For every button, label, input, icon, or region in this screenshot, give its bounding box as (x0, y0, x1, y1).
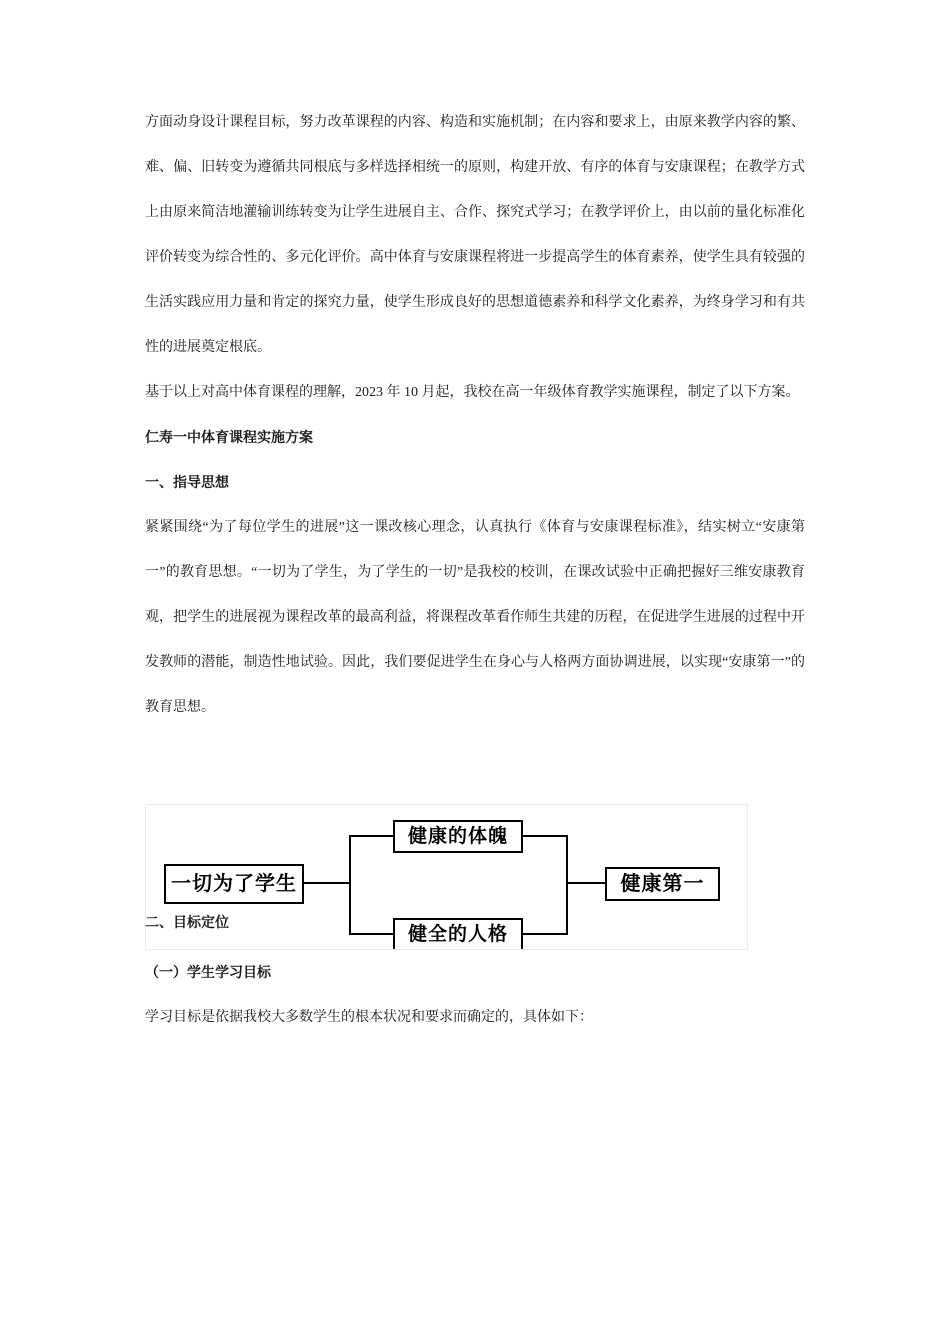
heading-student-learning-goals: （一）学生学习目标 (145, 964, 271, 980)
heading-section-goal-positioning: 二、目标定位 (145, 914, 229, 930)
diagram-connector-line (304, 882, 349, 884)
diagram-connector-line (523, 933, 566, 935)
diagram-connector-line (349, 835, 351, 935)
paragraph-learning-goals-intro: 学习目标是依据我校大多数学生的根本状况和要求而确定的，具体如下： (145, 1010, 593, 1025)
diagram-connector-line (351, 835, 393, 837)
diagram-box-sound-personality: 健全的人格 (393, 918, 523, 950)
diagram-box-healthy-body: 健康的体魄 (393, 820, 523, 853)
diagram-section (145, 804, 805, 950)
heading-section-guiding-ideology: 一、指导思想 (145, 474, 229, 490)
heading-plan-title: 仁寿一中体育课程实施方案 (145, 429, 313, 445)
paragraph-implementation-note: 基于以上对高中体育课程的理解，2023 年 10 月起，我校在高一年级体育教学实施课程，制定了以下方案。 (145, 385, 800, 400)
diagram-connector-line (523, 835, 566, 837)
diagram-box-all-for-students: 一切为了学生 (164, 864, 304, 904)
diagram-box-health-first: 健康第一 (605, 867, 720, 901)
paragraph-curriculum-reform: 方面动身设计课程目标，努力改革课程的内容、构造和实施机制；在内容和要求上，由原来教学内容的繁、难、偏、旧转变为遵循共同根底与多样选择相统一的原则，构建开放、有序的体育与安康课程；在教学方式上由原来简洁地灌输训练转变为让学生进展自主、合作、探究式学习；在教学评价上，由以前的量化标准化评价转变为综合性的、多元化评价。高中体育与安康课程将进一步提高学生的体育素养，使学生具有较强的生活实践应用力量和肯定的探究力量，使学生形成良好的思想道德素养和科学文化素养，为终身学习和有共性的进展奠定根底。 (145, 115, 805, 355)
diagram-health-first (145, 804, 748, 950)
diagram-connector-line (566, 835, 568, 935)
diagram-connector-line (568, 882, 605, 884)
diagram-connector-line (351, 933, 393, 935)
paragraph-guiding-ideology: 紧紧围绕“为了每位学生的进展”这一课改核心理念，认真执行《体育与安康课程标准》，结实树立“安康第一”的教育思想。“一切为了学生，为了学生的一切”是我校的校训，在课改试验中正确把握好三维安康教育观，把学生的进展视为课程改革的最高利益，将课程改革看作师生共建的历程，在促进学生进展的过程中开发教师的潜能，制造性地试验。因此，我们要促进学生在身心与人格两方面协调进展，以实现“安康第一”的教育思想。 (145, 520, 805, 715)
